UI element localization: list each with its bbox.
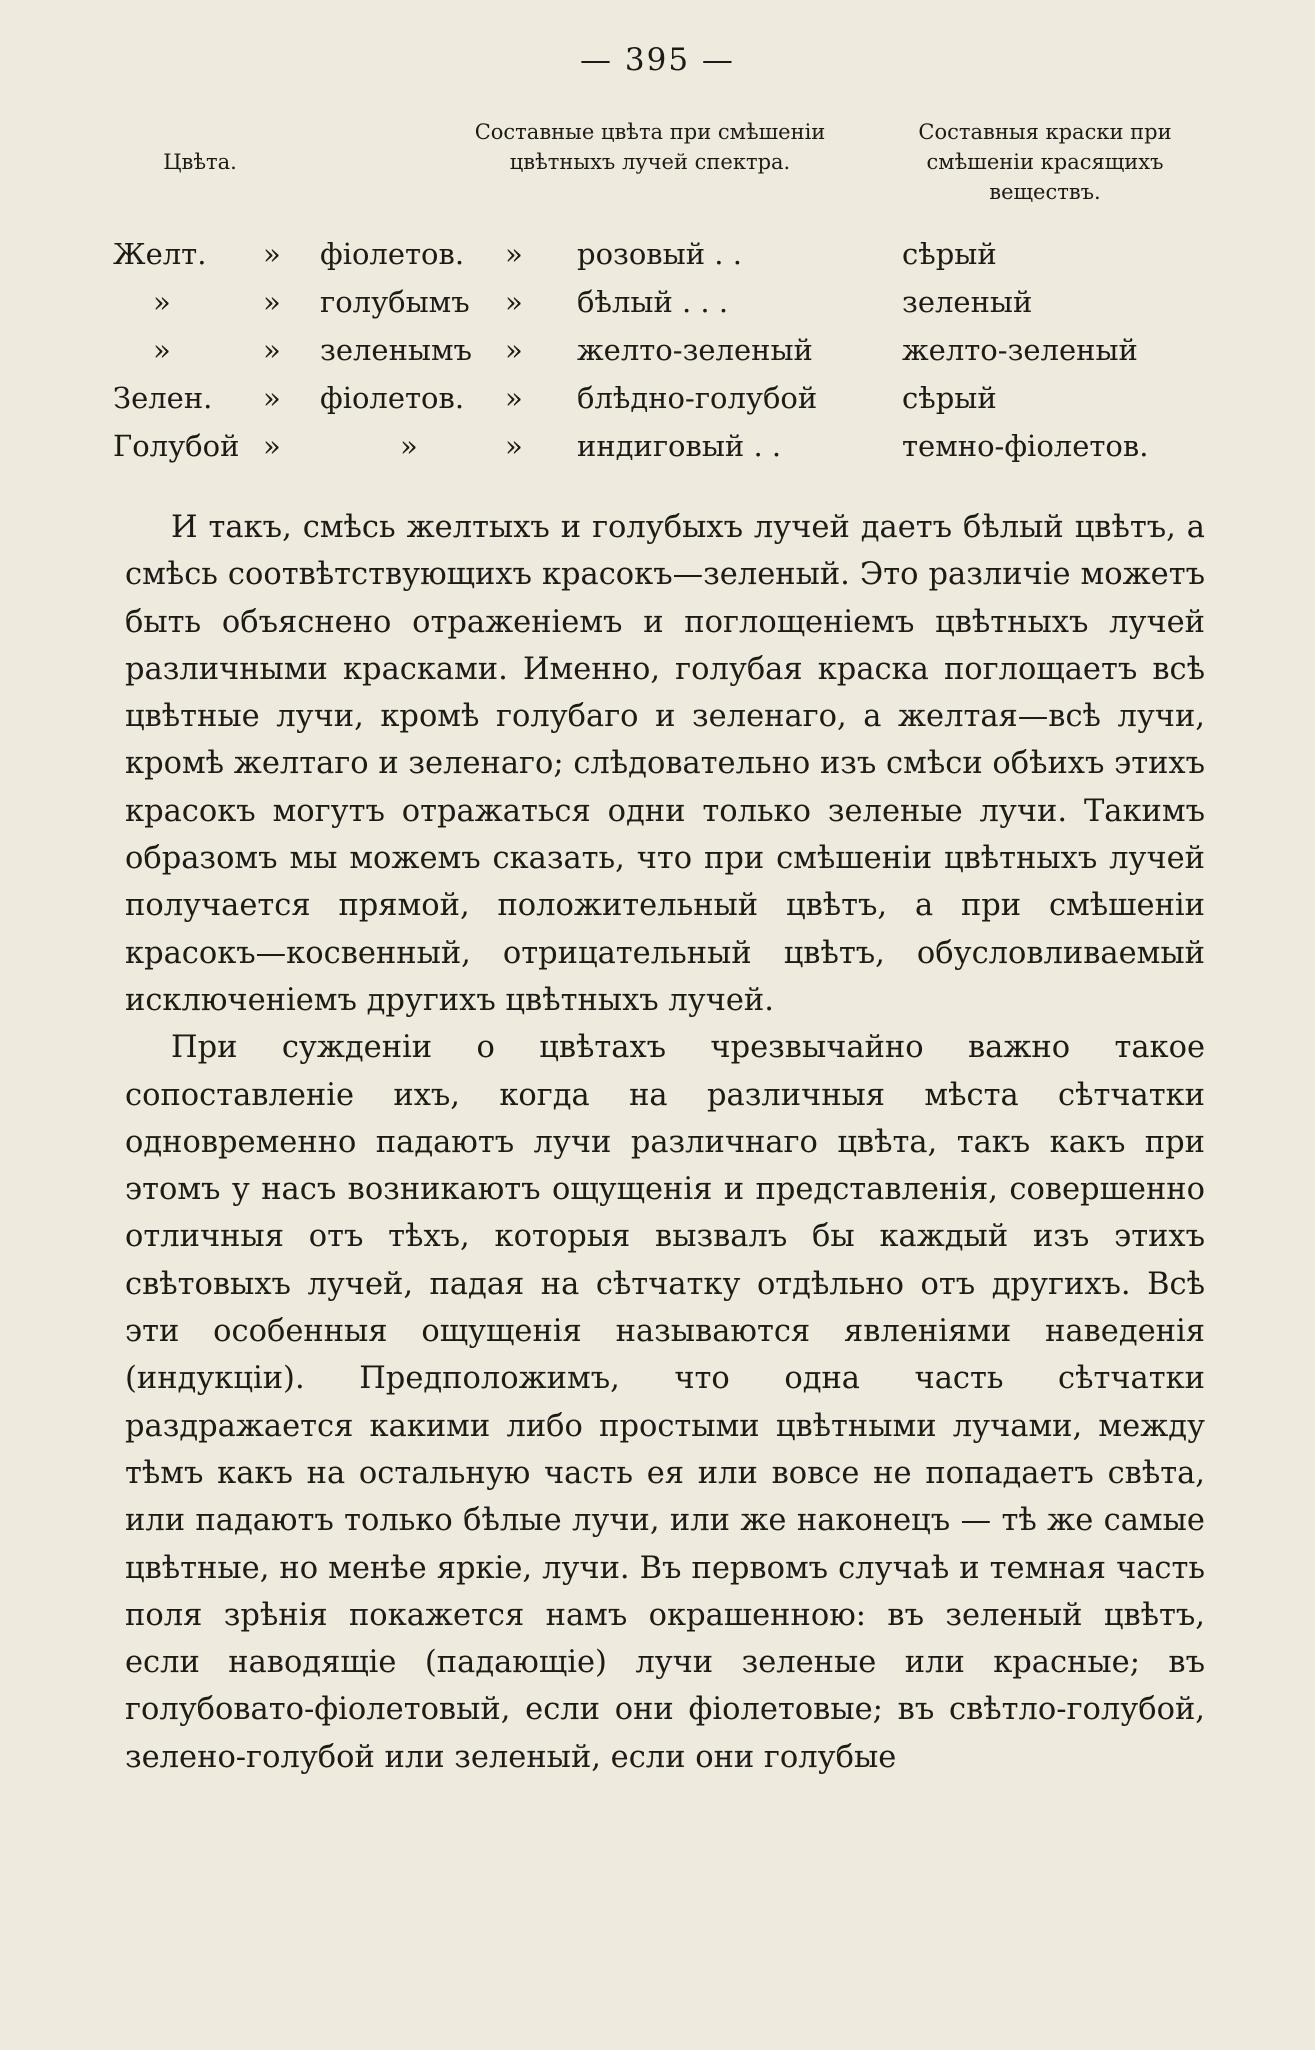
cell-rays-result: желто-зеленый	[577, 333, 813, 367]
table-row	[0, 429, 1315, 477]
table-row	[0, 333, 1315, 381]
cell-second-color: »	[400, 429, 418, 463]
cell-second-color: фіолетов.	[320, 237, 465, 271]
cell-second-color: голубымъ	[320, 285, 470, 319]
cell-color: Желт.	[113, 237, 207, 271]
cell-ditto: »	[505, 237, 523, 271]
cell-ditto: »	[263, 429, 281, 463]
cell-paints-result: сѣрый	[902, 237, 997, 271]
header-colors: Цвѣта.	[163, 150, 237, 174]
cell-ditto: »	[263, 333, 281, 367]
table-row	[0, 285, 1315, 333]
page-number: — 395 —	[580, 42, 735, 78]
cell-color: »	[153, 285, 171, 319]
cell-second-color: зеленымъ	[320, 333, 472, 367]
cell-color: »	[153, 333, 171, 367]
cell-ditto: »	[263, 285, 281, 319]
table-row	[0, 381, 1315, 429]
cell-color: Зелен.	[113, 381, 213, 415]
cell-ditto: »	[505, 333, 523, 367]
cell-ditto: »	[263, 381, 281, 415]
cell-ditto: »	[505, 429, 523, 463]
paragraph: При сужденіи о цвѣтахъ чрезвычайно важно такое сопоставленіе ихъ, когда на различныя мѣста сѣтчатки одновременно падаютъ лучи различнаго цвѣта, такъ какъ при этомъ у насъ возникаютъ ощущенія и представленія, совершенно отличныя отъ тѣхъ, которыя вызвалъ бы каждый изъ этихъ свѣтовыхъ лучей, падая на сѣтчатку отдѣльно отъ другихъ. Всѣ эти особенныя ощущенія называются явленіями наведенія (индукціи). Предположимъ, что одна часть сѣтчатки раздражается какими либо простыми цвѣтными лучами, между тѣмъ какъ на остальную часть ея или вовсе не попадаетъ свѣта, или падаютъ только бѣлые лучи, или же наконецъ — тѣ же самые цвѣтные, но менѣе яркіе, лучи. Въ первомъ случаѣ и темная часть поля зрѣнія покажется намъ окрашенною: въ зеленый цвѣтъ, если наводящіе (падающіе) лучи зеленые или красные; въ голубовато-фіолетовый, если они фіолетовые; въ свѣтло-голубой, зелено-голубой или зеленый, если они голубые	[125, 1030, 1205, 1775]
cell-ditto: »	[505, 285, 523, 319]
cell-paints-result: сѣрый	[902, 381, 997, 415]
cell-paints-result: зеленый	[902, 285, 1033, 319]
cell-rays-result: блѣдно-голубой	[577, 381, 818, 415]
table-row	[0, 237, 1315, 285]
body-text	[125, 504, 1205, 1781]
cell-rays-result: розовый . .	[577, 237, 742, 271]
cell-paints-result: желто-зеленый	[902, 333, 1138, 367]
header-paints: Составныя краски при смѣшеніи красящихъ веществъ.	[918, 120, 1172, 204]
header-spectrum-rays: Составные цвѣта при смѣшеніи цвѣтныхъ лучей спектра.	[474, 120, 826, 174]
cell-ditto: »	[505, 381, 523, 415]
cell-paints-result: темно-фіолетов.	[902, 429, 1149, 463]
cell-color: Голубой	[113, 429, 240, 463]
cell-rays-result: бѣлый . . .	[577, 285, 729, 319]
cell-second-color: фіолетов.	[320, 381, 465, 415]
paragraph: И такъ, смѣсь желтыхъ и голубыхъ лучей даетъ бѣлый цвѣтъ, а смѣсь соотвѣтствующихъ красокъ—зеленый. Это различіе можетъ быть объяснено отраженіемъ и поглощеніемъ цвѣтныхъ лучей различными красками. Именно, голубая краска поглощаетъ всѣ цвѣтные лучи, кромѣ голубаго и зеленаго, а желтая—всѣ лучи, кромѣ желтаго и зеленаго; слѣдовательно изъ смѣси обѣихъ этихъ красокъ могутъ отражаться одни только зеленые лучи. Такимъ образомъ мы можемъ сказать, что при смѣшеніи цвѣтныхъ лучей получается прямой, положительный цвѣтъ, а при смѣшеніи красокъ—косвенный, отрицательный цвѣтъ, обусловливаемый исключеніемъ другихъ цвѣтныхъ лучей.	[125, 510, 1205, 1018]
cell-rays-result: индиговый . .	[577, 429, 782, 463]
cell-ditto: »	[263, 237, 281, 271]
